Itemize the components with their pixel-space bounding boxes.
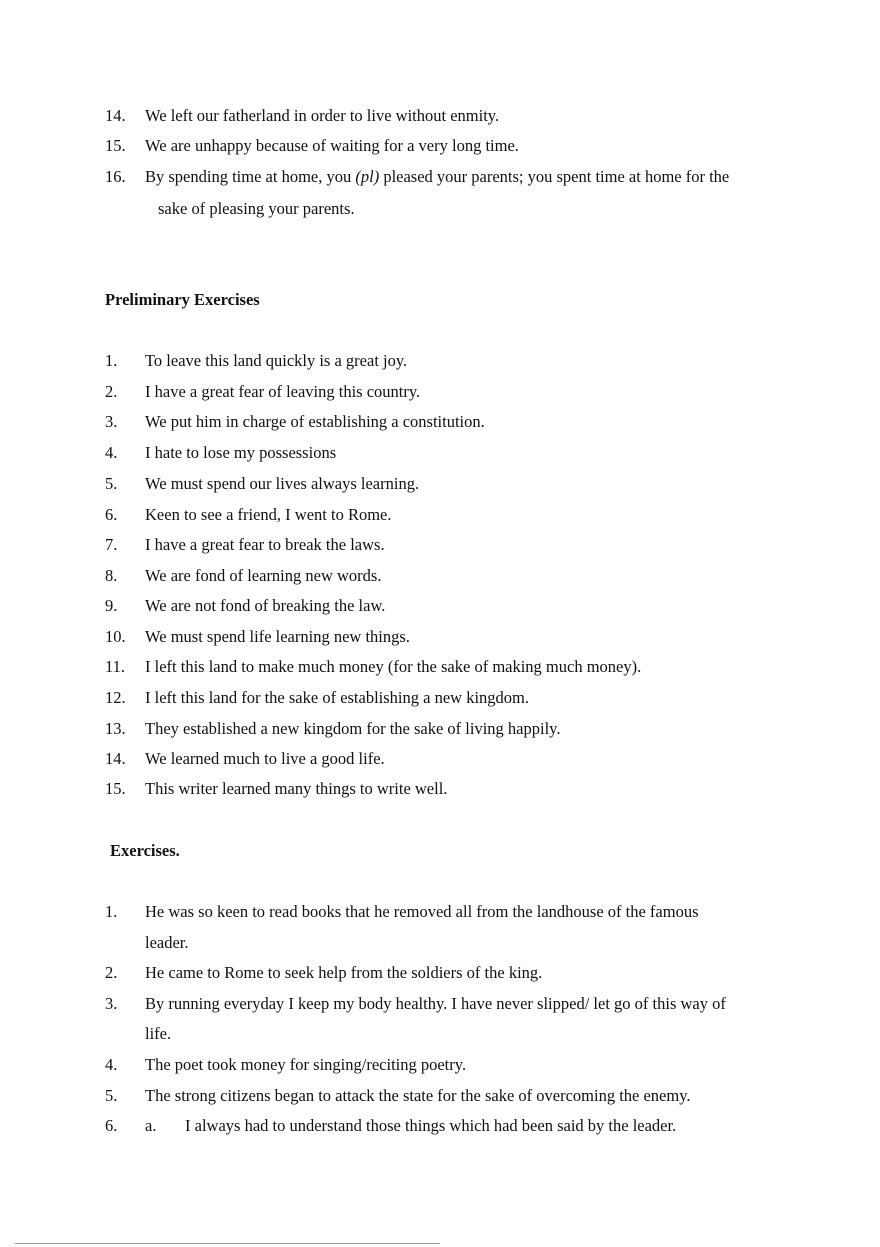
item-number: 14. xyxy=(105,749,126,768)
item-text: He came to Rome to seek help from the soldiers of the king. xyxy=(145,963,543,982)
item-number: 15. xyxy=(105,779,126,798)
item-text: We are fond of learning new words. xyxy=(145,566,382,585)
item-text: By running everyday I keep my body healthy. I have never slipped/ let go of this way of xyxy=(145,994,726,1013)
item-continuation: sake of pleasing your parents. xyxy=(158,199,355,218)
item-text xyxy=(145,161,805,192)
item-text: To leave this land quickly is a great joy. xyxy=(145,351,408,370)
item-number: 5. xyxy=(105,1086,118,1105)
item-number: 6. xyxy=(105,1116,118,1135)
item-number: 1. xyxy=(105,902,118,921)
item-number: 12. xyxy=(105,688,126,707)
list-item xyxy=(105,376,805,407)
item-text: I have a great fear to break the laws. xyxy=(145,535,385,554)
list-item xyxy=(105,345,805,376)
list-item xyxy=(105,130,805,161)
item-text: They established a new kingdom for the sake of living happily. xyxy=(145,719,561,738)
list-item xyxy=(105,437,805,468)
item-text-part: pleased your parents; you spent time at home for the xyxy=(379,167,730,186)
item-text: We left our fatherland in order to live without enmity. xyxy=(145,106,500,125)
item-text: This writer learned many things to write well. xyxy=(145,779,448,798)
list-item xyxy=(105,1080,805,1111)
item-number: 13. xyxy=(105,719,126,738)
item-text: We are not fond of breaking the law. xyxy=(145,596,386,615)
list-item xyxy=(105,896,805,927)
item-continuation: leader. xyxy=(145,933,189,952)
list-item xyxy=(105,468,805,499)
item-continuation: life. xyxy=(145,1024,172,1043)
sub-item-letter: a. xyxy=(145,1116,157,1135)
item-number: 4. xyxy=(105,1055,118,1074)
item-text: We learned much to live a good life. xyxy=(145,749,385,768)
item-number: 2. xyxy=(105,382,118,401)
item-text: The strong citizens began to attack the state for the sake of overcoming the enemy. xyxy=(145,1086,691,1105)
list-item xyxy=(105,743,805,774)
item-number: 8. xyxy=(105,566,118,585)
list-item xyxy=(105,529,805,560)
item-text xyxy=(145,1110,805,1141)
section-heading-preliminary: Preliminary Exercises xyxy=(105,290,260,309)
item-number: 1. xyxy=(105,351,118,370)
item-number: 2. xyxy=(105,963,118,982)
list-item xyxy=(105,560,805,591)
item-number: 16. xyxy=(105,167,126,186)
item-number: 10. xyxy=(105,627,126,646)
item-text: The poet took money for singing/reciting poetry. xyxy=(145,1055,467,1074)
list-item xyxy=(105,773,805,804)
list-item xyxy=(105,590,805,621)
sub-item-text: I always had to understand those things which had been said by the leader. xyxy=(185,1116,677,1135)
item-number: 6. xyxy=(105,505,118,524)
list-item xyxy=(105,682,805,713)
italic-text: (pl) xyxy=(355,167,380,186)
list-item xyxy=(105,499,805,530)
item-text: I have a great fear of leaving this country. xyxy=(145,382,421,401)
item-number: 15. xyxy=(105,136,126,155)
item-text: We are unhappy because of waiting for a very long time. xyxy=(145,136,519,155)
item-number: 14. xyxy=(105,106,126,125)
list-item xyxy=(105,1110,805,1141)
item-number: 9. xyxy=(105,596,118,615)
item-number: 3. xyxy=(105,994,118,1013)
item-text: I hate to lose my possessions xyxy=(145,443,337,462)
list-item xyxy=(105,406,805,437)
footnote-separator xyxy=(15,1243,440,1244)
item-text: We must spend life learning new things. xyxy=(145,627,410,646)
list-item xyxy=(105,161,805,192)
list-item xyxy=(105,651,805,682)
list-item xyxy=(105,957,805,988)
item-text: He was so keen to read books that he removed all from the landhouse of the famous xyxy=(145,902,699,921)
item-number: 4. xyxy=(105,443,118,462)
item-number: 3. xyxy=(105,412,118,431)
item-number: 7. xyxy=(105,535,118,554)
item-text: Keen to see a friend, I went to Rome. xyxy=(145,505,392,524)
list-item xyxy=(105,621,805,652)
section-heading-exercises: Exercises. xyxy=(110,841,180,860)
item-text: We must spend our lives always learning. xyxy=(145,474,420,493)
item-number: 11. xyxy=(105,657,126,676)
item-text-part: By spending time at home, you xyxy=(145,167,356,186)
list-item xyxy=(105,100,805,131)
list-item xyxy=(105,713,805,744)
item-text: We put him in charge of establishing a constitution. xyxy=(145,412,485,431)
list-item xyxy=(105,1049,805,1080)
item-number: 5. xyxy=(105,474,118,493)
list-item xyxy=(105,988,825,1019)
item-text: I left this land to make much money (for the sake of making much money). xyxy=(145,657,642,676)
item-text: I left this land for the sake of establishing a new kingdom. xyxy=(145,688,529,707)
